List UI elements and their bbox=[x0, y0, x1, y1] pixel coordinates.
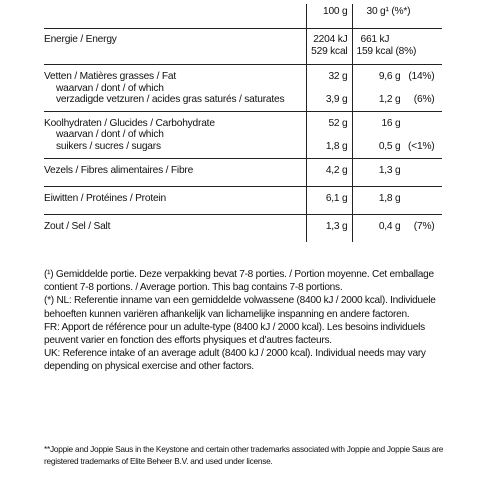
row-sublabel: suikers / sucres / sugars bbox=[56, 140, 161, 152]
energy-kj-portion: 661 kJ bbox=[360, 34, 390, 45]
table-row-salt bbox=[44, 214, 442, 242]
table-row-fat bbox=[44, 65, 442, 112]
footnote-portion: (¹) Gemiddelde portie. Deze verpakking bevat 7-8 porties. / Portion moyenne. Cet emballage contient 7-8 portions. / Average portion. This bag contains 7-8 portions. bbox=[44, 269, 434, 294]
value-portion: 1,8 g bbox=[378, 192, 401, 204]
header-portion: 30 g¹ (%*) bbox=[366, 6, 411, 17]
header-label-cell bbox=[44, 4, 306, 29]
value-100g: 4,2 g bbox=[325, 164, 348, 176]
row-label: Zout / Sel / Salt bbox=[44, 220, 111, 232]
row-sublabel: waarvan / dont / of which bbox=[56, 129, 164, 141]
row-label: Eiwitten / Protéines / Protein bbox=[44, 192, 166, 204]
value-portion: 1,3 g bbox=[378, 164, 401, 176]
value-portion: 1,2 g bbox=[378, 94, 401, 106]
row-sublabel: waarvan / dont / of which bbox=[56, 82, 164, 94]
value-100g: 1,8 g bbox=[325, 140, 348, 152]
table-row-fibre bbox=[44, 158, 442, 186]
value-percent: (7%) bbox=[413, 220, 435, 232]
footnote-uk: UK: Reference intake of an average adult (8400 kJ / 2000 kcal). Individual needs may vary depending on physical exercise and other factors. bbox=[44, 348, 426, 373]
energy-kcal-100g: 529 kcal bbox=[311, 45, 348, 57]
value-100g: 3,9 g bbox=[325, 94, 348, 106]
footnote-fr: FR: Apport de référence pour un adulte-type (8400 kJ / 2000 kcal). Les besoins individuels peuvent varier en fonction des efforts physiques et d'autres facteurs. bbox=[44, 321, 425, 347]
value-portion: 9,6 g bbox=[378, 71, 401, 82]
value-percent: (14%) bbox=[408, 71, 435, 82]
value-100g: 32 g bbox=[328, 71, 348, 82]
row-label: Energie / Energy bbox=[44, 34, 117, 45]
table-row-carbohydrate bbox=[44, 111, 442, 158]
table-row-protein bbox=[44, 186, 442, 214]
value-percent: (<1%) bbox=[408, 140, 435, 152]
row-sublabel: verzadigde vetzuren / acides gras saturés / saturates bbox=[56, 94, 285, 106]
header-100g: 100 g bbox=[306, 4, 352, 29]
row-label: Vetten / Matières grasses / Fat bbox=[44, 71, 176, 82]
energy-kcal-portion: 159 kcal (8%) bbox=[356, 45, 417, 57]
value-portion: 16 g bbox=[381, 117, 401, 129]
value-100g: 1,3 g bbox=[325, 220, 348, 232]
footnote-nl: (*) NL: Referentie inname van een gemiddelde volwassene (8400 kJ / 2000 kcal). Individuele behoeften kunnen variëren afhankelijk van lichamelijke inspanning en andere factoren. bbox=[44, 295, 436, 320]
value-percent: (6%) bbox=[413, 94, 435, 106]
table-header-row bbox=[44, 4, 442, 29]
value-portion: 0,5 g bbox=[378, 140, 401, 152]
value-100g: 52 g bbox=[328, 117, 348, 129]
energy-kj-100g: 2204 kJ bbox=[313, 34, 348, 45]
row-label: Vezels / Fibres alimentaires / Fibre bbox=[44, 164, 194, 176]
nutrition-table bbox=[44, 4, 442, 242]
value-100g: 6,1 g bbox=[325, 192, 348, 204]
table-row-energy bbox=[44, 29, 442, 65]
footnotes bbox=[44, 268, 444, 374]
trademark-notice: **Joppie and Joppie Saus in the Keystone and certain other trademarks associated with Joppie and Joppie Saus are registered trademarks of Elite Beheer B.V. and used under license. bbox=[44, 444, 444, 467]
value-portion: 0,4 g bbox=[378, 220, 401, 232]
row-label: Koolhydraten / Glucides / Carbohydrate bbox=[44, 117, 215, 129]
